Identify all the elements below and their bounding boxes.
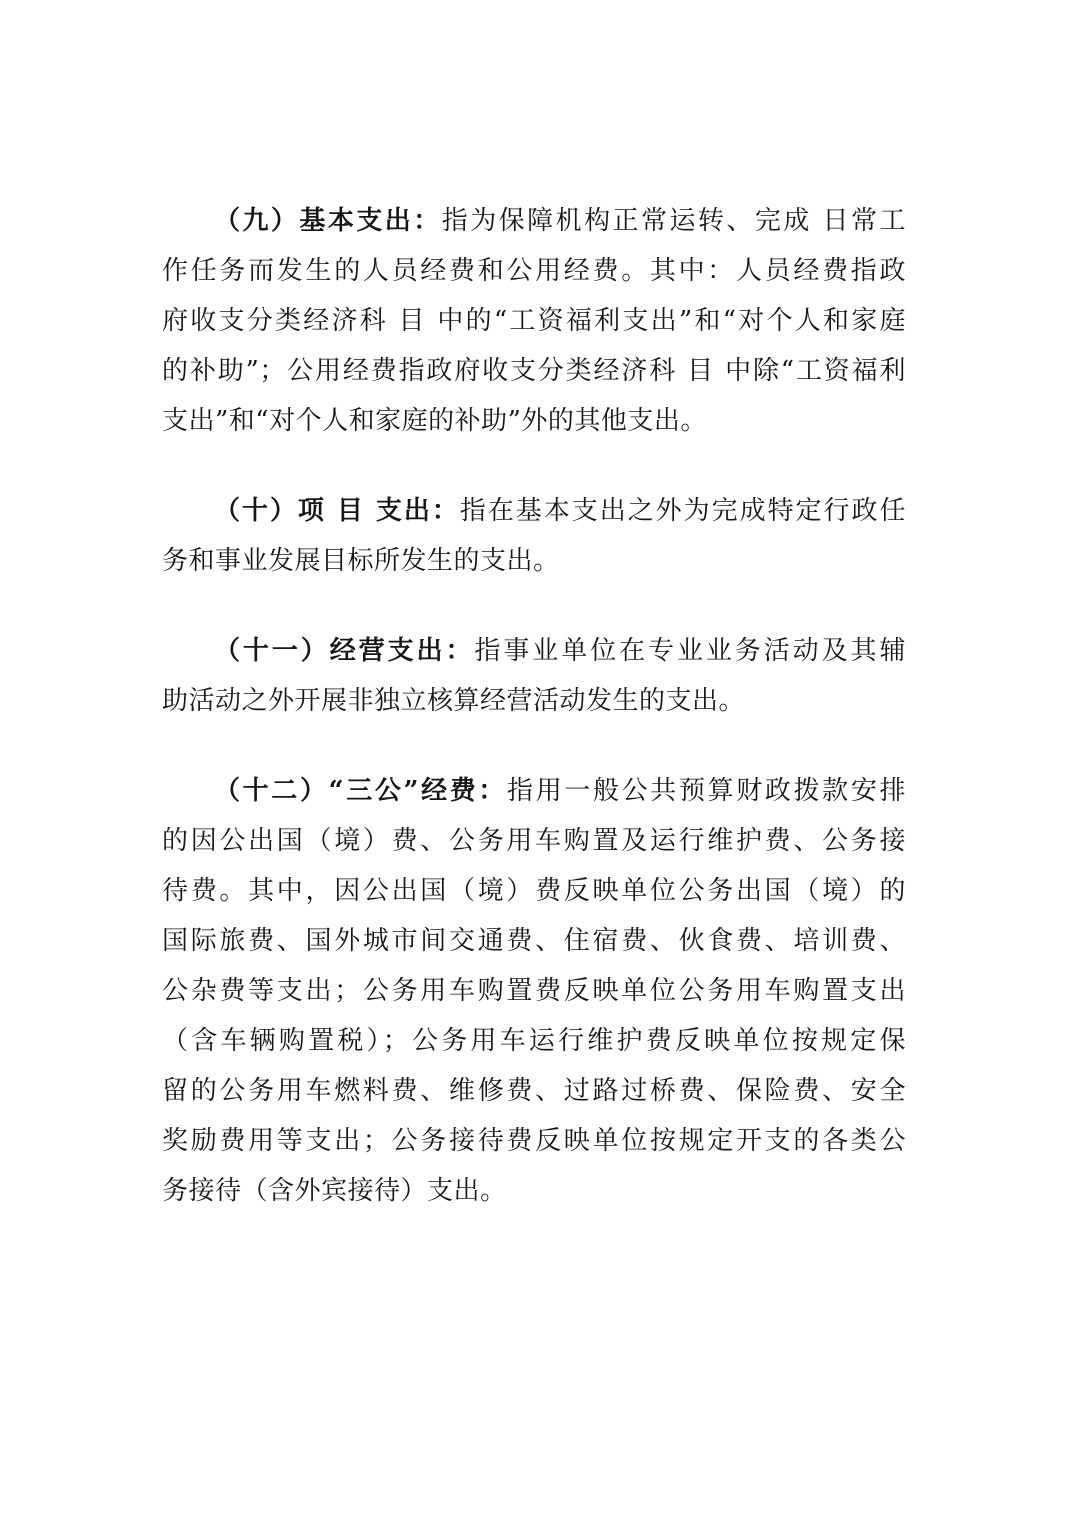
clause-label: （九）基本支出： [214, 206, 442, 236]
clause-text: 待费。其中，因公出国（境）费反映单位公务出国（境）的 [162, 876, 906, 906]
clause-text: 公杂费等支出；公务用车购置费反映单位公务用车购置支出 [162, 976, 906, 1006]
text-line [162, 346, 906, 396]
clause-label: （十）项 目 支出： [214, 496, 460, 526]
text-line [162, 816, 906, 866]
text-line [162, 296, 906, 346]
text-line [162, 1066, 906, 1116]
document-body [162, 196, 906, 1216]
text-line [162, 196, 906, 246]
text-line [162, 866, 906, 916]
clause-11-operating-expenditure [162, 626, 906, 726]
clause-text: 指在基本支出之外为完成特定行政任 [459, 496, 906, 526]
clause-10-project-expenditure [162, 486, 906, 586]
text-line [162, 536, 906, 586]
text-line [162, 966, 906, 1016]
clause-text: 国际旅费、国外城市间交通费、住宿费、伙食费、培训费、 [162, 926, 906, 956]
text-line [162, 916, 906, 966]
text-line [162, 486, 906, 536]
clause-text: 作任务而发生的人员经费和公用经费。其中：人员经费指政 [162, 256, 906, 286]
clause-text: 助活动之外开展非独立核算经营活动发生的支出。 [162, 686, 746, 716]
clause-text: 务和事业发展目标所发生的支出。 [162, 546, 560, 576]
clause-text: 指为保障机构正常运转、完成 日常工 [441, 206, 906, 236]
clause-label: （十二）“三公”经费： [214, 776, 508, 806]
text-line [162, 1016, 906, 1066]
clause-12-three-public-funds [162, 766, 906, 1216]
clause-text: 指用一般公共预算财政拨款安排 [507, 776, 906, 806]
clause-label: （十一）经营支出： [214, 636, 475, 666]
clause-text: 的补助”；公用经费指政府收支分类经济科 目 中除“工资福利 [162, 356, 906, 386]
text-line [162, 246, 906, 296]
clause-text: 的因公出国（境）费、公务用车购置及运行维护费、公务接 [162, 826, 906, 856]
clause-text: 支出”和“对个人和家庭的补助”外的其他支出。 [162, 406, 707, 436]
text-line [162, 676, 906, 726]
clause-text: 府收支分类经济科 目 中的“工资福利支出”和“对个人和家庭 [162, 306, 906, 336]
text-line [162, 766, 906, 816]
text-line [162, 1166, 906, 1216]
text-line [162, 1116, 906, 1166]
text-line [162, 626, 906, 676]
text-line [162, 396, 906, 446]
clause-text: （含车辆购置税）；公务用车运行维护费反映单位按规定保 [162, 1026, 906, 1056]
clause-text: 务接待（含外宾接待）支出。 [162, 1176, 507, 1206]
clause-9-basic-expenditure [162, 196, 906, 446]
clause-text: 奖励费用等支出；公务接待费反映单位按规定开支的各类公 [162, 1126, 906, 1156]
clause-text: 留的公务用车燃料费、维修费、过路过桥费、保险费、安全 [162, 1076, 906, 1106]
clause-text: 指事业单位在专业业务活动及其辅 [474, 636, 906, 666]
